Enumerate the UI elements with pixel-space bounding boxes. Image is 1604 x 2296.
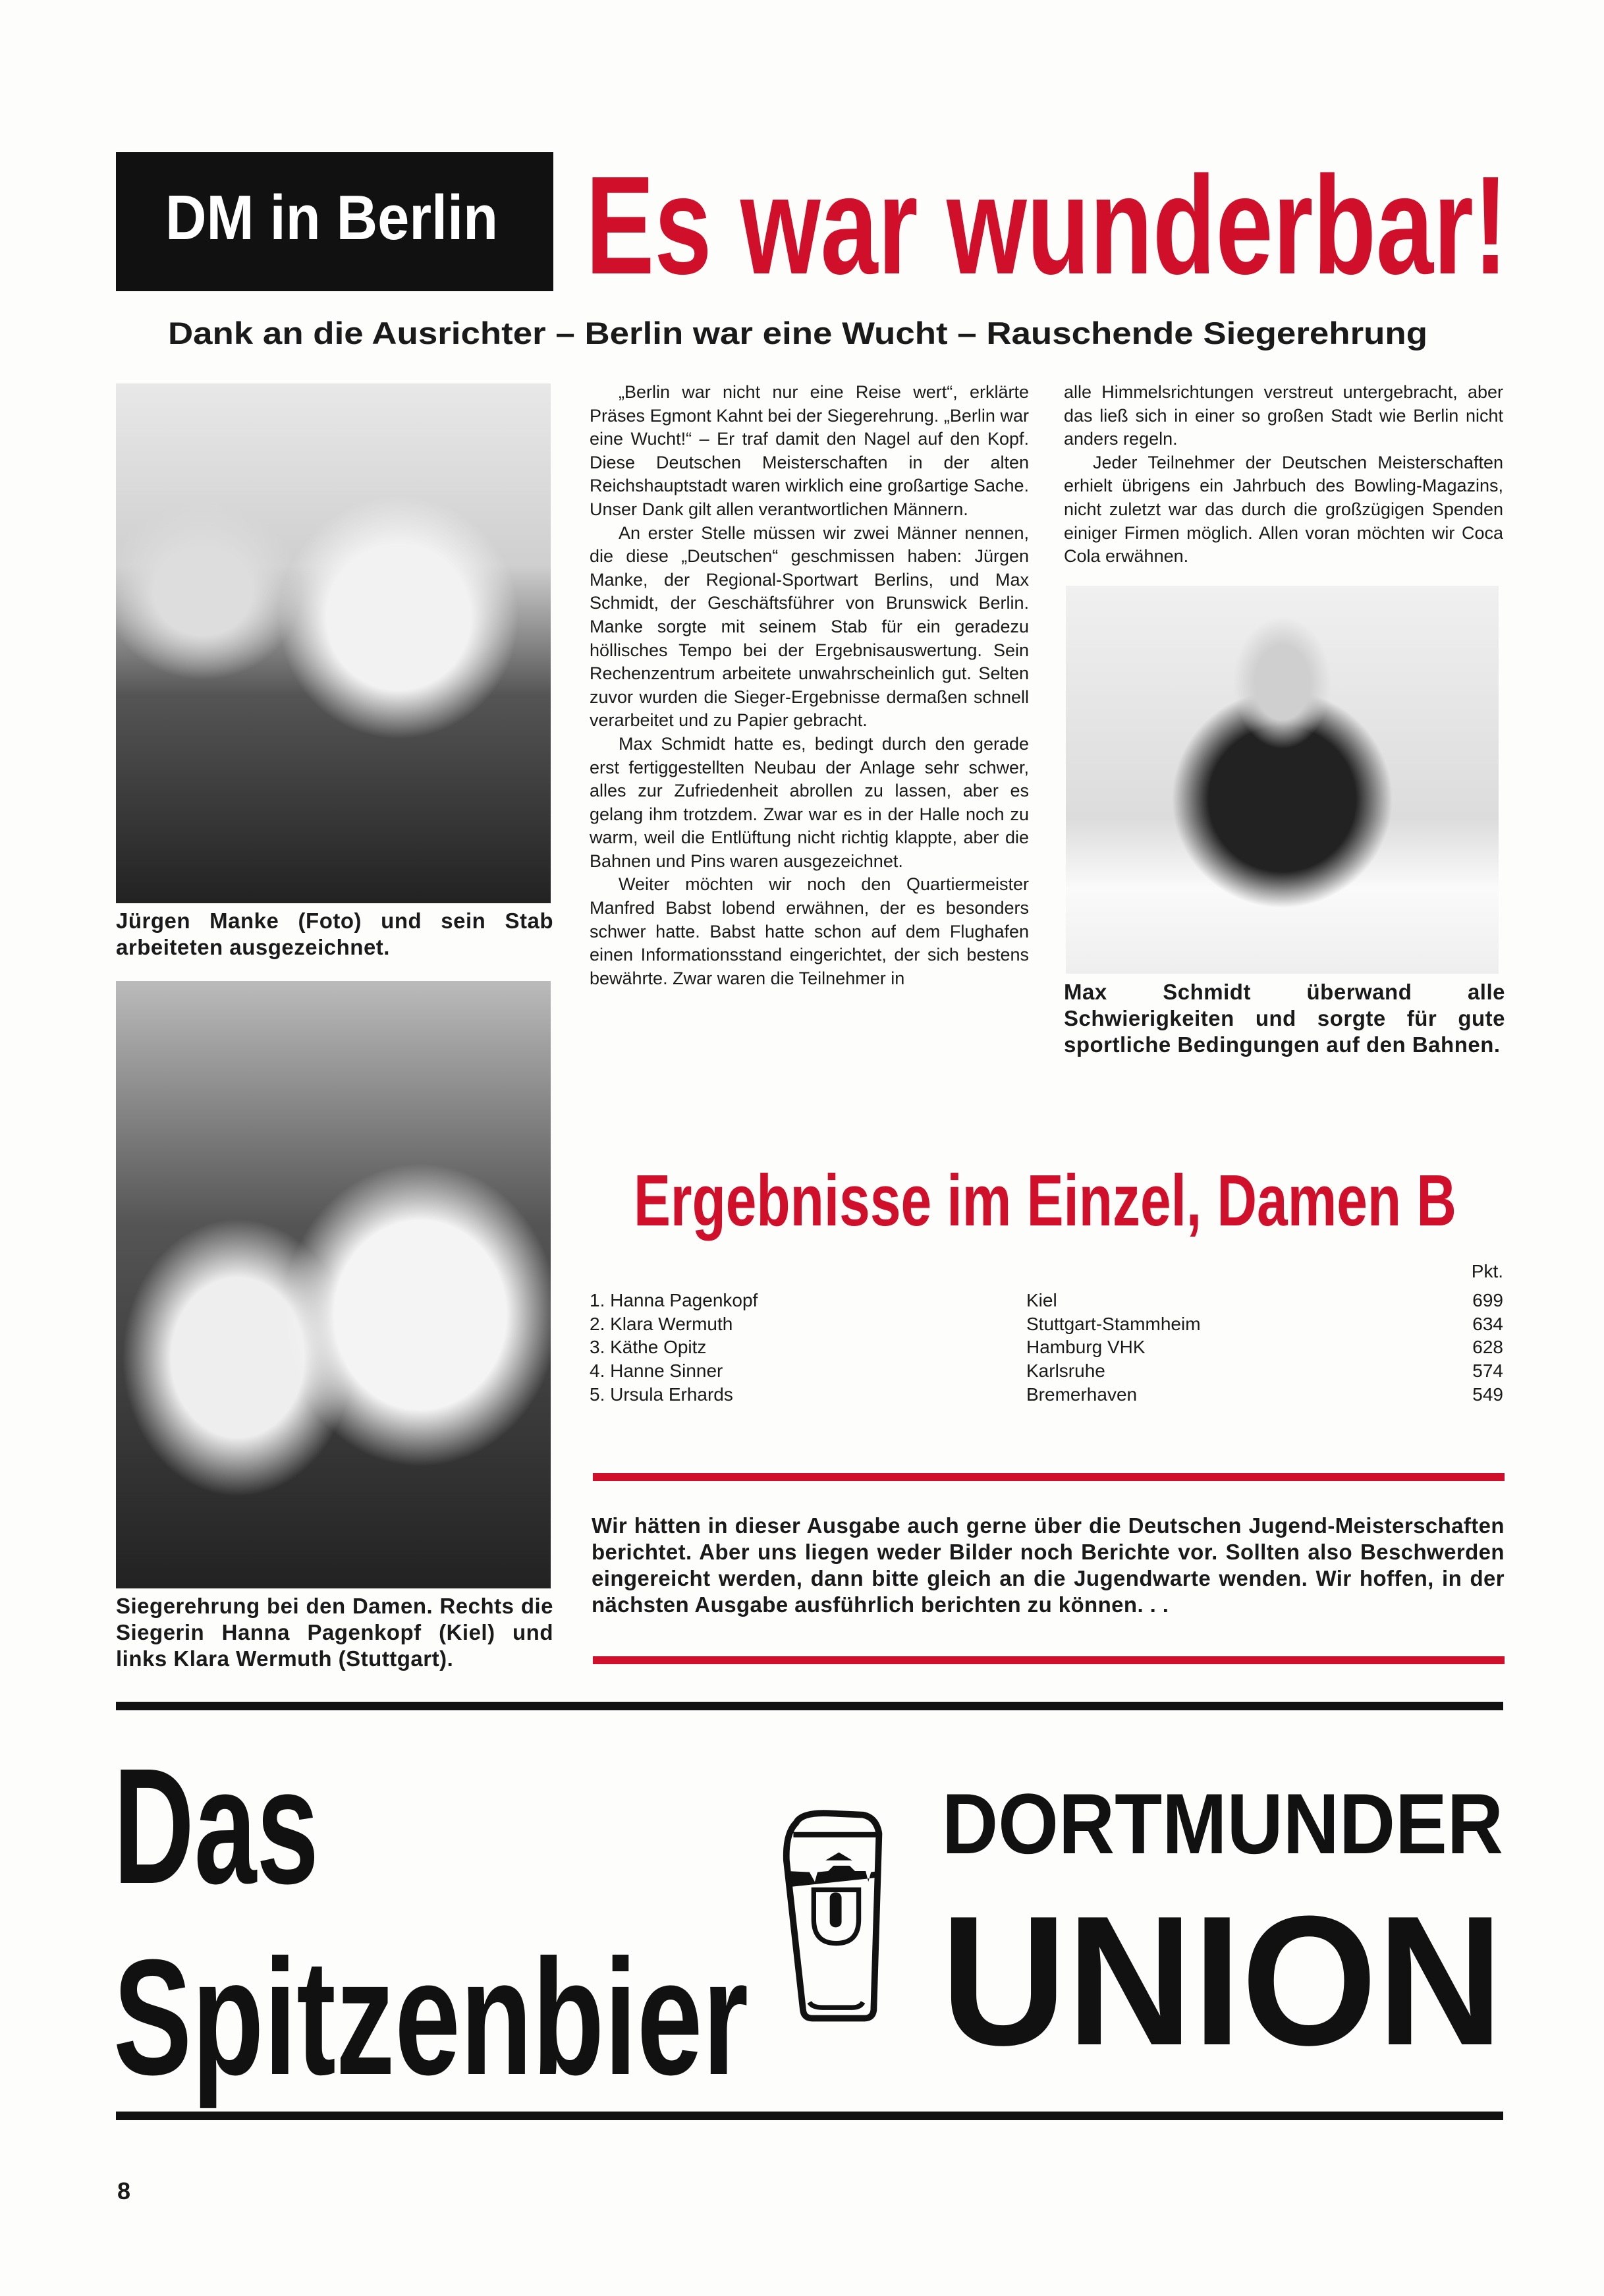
article-paragraph: „Berlin war nicht nur eine Reise wert“, erklärte Präses Egmont Kahnt bei der Siegerehrung. „Berlin war eine Wucht!“ – Er traf damit den Nagel auf den Kopf. Diese Deutschen Meisterschaften in der alten Reichshauptstadt waren wirklich eine großartige Sache. Unser Dank gilt allen verantwortlichen Männern.: [590, 382, 1029, 519]
article-column: [590, 381, 1029, 990]
results-table: [590, 1260, 1503, 1407]
article-column: [1064, 381, 1503, 569]
table-row: [590, 1312, 1503, 1336]
player-name: 4. Hanne Sinner: [590, 1360, 723, 1382]
table-row: [590, 1383, 1503, 1407]
player-club: Kiel: [1026, 1289, 1057, 1310]
article-paragraph: Max Schmidt hatte es, bedingt durch den gerade erst fertiggestellten Neubau der Anlage sehr schwer, alles zur Zufriedenheit abrollen zu lassen, aber es gelang ihm trotzdem. Zwar war es in der Halle noch zu warm, weil die Entlüftung nicht richtig klappte, aber die Bahnen und Pins waren ausgezeichnet.: [590, 733, 1029, 871]
editorial-note: Wir hätten in dieser Ausgabe auch gerne über die Deutschen Jugend-Meisterschaften berichtet. Aber uns liegen weder Bilder noch Berichte vor. Sollten also Beschwerden eingereicht werden, dann bitte gleich an die Jugendwarte wenden. Wir hoffen, in der nächsten Ausgabe ausführlich berichten zu können. . .: [592, 1513, 1505, 1617]
ad-slogan-line1: Das: [113, 1734, 319, 1918]
section-kicker-box: [116, 152, 553, 291]
points-header: Pkt.: [1471, 1261, 1503, 1281]
article-paragraph: Jeder Teilnehmer der Deutschen Meisterschaften erhielt übrigens ein Jahrbuch des Bowling-Magazins, nicht zuletzt war das durch die großzügigen Spenden einiger Firmen möglich. Allen voran möchten wir Coca Cola erwähnen.: [1064, 452, 1503, 567]
player-name: 5. Ursula Erhards: [590, 1384, 733, 1405]
player-points: 699: [1472, 1289, 1503, 1310]
photo-siegerehrung: [116, 981, 551, 1588]
headline: Es war wunderbar!: [586, 147, 1508, 303]
player-name: 3. Käthe Opitz: [590, 1337, 707, 1358]
player-points: 634: [1472, 1313, 1503, 1334]
ad-slogan-line2: Spitzenbier: [113, 1925, 748, 2109]
subtitle: Dank an die Ausrichter – Berlin war eine Wucht – Rauschende Siegerehrung: [168, 316, 1427, 350]
table-row: [590, 1335, 1503, 1359]
beer-glass-union-logo-icon: [775, 1782, 903, 2046]
article-paragraph: Weiter möchten wir noch den Quartiermeister Manfred Babst lobend erwähnen, der es besonders schwer hatte. Babst hatte schon auf dem Flughafen einen Informationsstand eingerichtet, der sich bestens bewährte. Zwar waren die Teilnehmer in: [590, 874, 1029, 988]
player-club: Hamburg VHK: [1026, 1337, 1146, 1358]
red-divider: [593, 1473, 1505, 1481]
red-divider: [593, 1656, 1505, 1664]
photo-caption: Max Schmidt überwand alle Schwierigkeiten und sorgte für gute sportliche Bedingungen auf den Bahnen.: [1064, 980, 1505, 1057]
page-number: 8: [117, 2177, 131, 2204]
ad-brand-dortmunder: DORTMUNDER: [942, 1776, 1503, 1872]
section-kicker: DM in Berlin: [165, 182, 498, 253]
photo-caption: Siegerehrung bei den Damen. Rechts die Siegerin Hanna Pagenkopf (Kiel) und links Klara Wermuth (Stuttgart).: [116, 1594, 553, 1671]
table-row: [590, 1359, 1503, 1383]
table-row: [590, 1289, 1503, 1312]
black-divider: [116, 2112, 1503, 2120]
results-header-row: [590, 1260, 1503, 1283]
player-club: Bremerhaven: [1026, 1384, 1138, 1405]
player-club: Stuttgart-Stammheim: [1026, 1313, 1201, 1334]
article-paragraph: An erster Stelle müssen wir zwei Männer nennen, die diese „Deutschen“ geschmissen haben: Jürgen Manke, der Regional-Sportwart Berlins, und Max Schmidt, der Geschäftsführer von Brunswick Berlin. Manke sorgte mit seinem Stab für ein geradezu höllisches Tempo bei der Ergebnisauswertung. Sein Rechenzentrum arbeitete unwahrscheinlich gut. Selten zuvor wurden die Sieger-Ergebnisse dermaßen schnell verarbeitet und zu Papier gebracht.: [590, 522, 1029, 731]
photo-max-schmidt: [1066, 586, 1499, 974]
player-club: Karlsruhe: [1026, 1360, 1105, 1382]
player-points: 628: [1472, 1337, 1503, 1358]
ad-brand-union: UNION: [941, 1878, 1503, 2084]
photo-juergen-manke: [116, 383, 551, 903]
player-points: 574: [1472, 1360, 1503, 1382]
player-points: 549: [1472, 1384, 1503, 1405]
player-name: 1. Hanna Pagenkopf: [590, 1289, 758, 1310]
black-divider: [116, 1702, 1503, 1710]
photo-caption: Jürgen Manke (Foto) und sein Stab arbeiteten ausgezeichnet.: [116, 909, 553, 959]
player-name: 2. Klara Wermuth: [590, 1313, 733, 1334]
results-heading: Ergebnisse im Einzel, Damen B: [634, 1160, 1456, 1241]
article-paragraph: alle Himmelsrichtungen verstreut untergebracht, aber das ließ sich in einer so großen Stadt wie Berlin nicht anders regeln.: [1064, 382, 1503, 449]
